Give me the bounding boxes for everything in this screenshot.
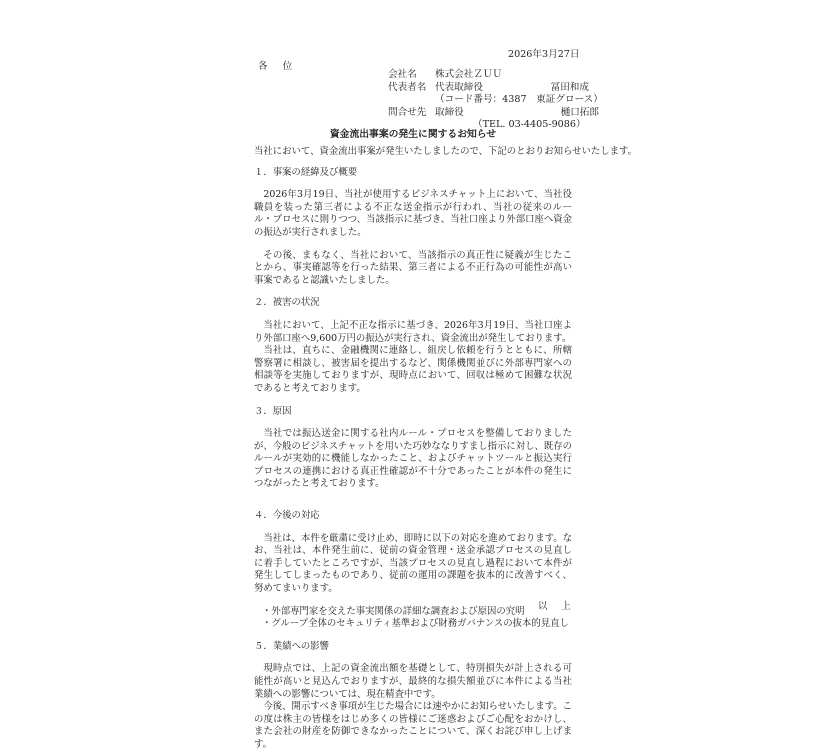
- document-title: 資金流出事案の発生に関するお知らせ: [329, 129, 497, 140]
- contact-name: 樋口拓郎: [560, 106, 599, 118]
- section-2-paragraph-1: 当社において、上記不正な指示に基づき、2026年3月19日、当社口座より外部口座へ9,600万円の振込が実行され、資金流出が発生しております。: [254, 319, 572, 344]
- section-4-paragraph-1: 当社は、本件を厳粛に受け止め、即時に以下の対応を進めております。なお、当社は、本件発生前に、従前の資金管理・送金承認プロセスの見直しに着手していたところですが、当該プロセスの見直し過程において本件が発生してしまったものであり、従前の運用の課題を抜本的に改善すべく、努めてまいります。: [254, 532, 572, 595]
- section-1-heading: １．事案の経緯及び概要: [254, 166, 358, 178]
- section-4-heading: ４．今後の対応: [254, 510, 320, 522]
- representative-label: 代表者名: [388, 81, 427, 93]
- representative-name: 冨田和成: [550, 81, 589, 93]
- tel-number: （TEL. 03-4405-9086）: [473, 119, 586, 130]
- representative-title: 代表取締役: [435, 81, 483, 93]
- contact-label: 問合せ先: [388, 106, 427, 118]
- stock-code: （コード番号：4387 東証グロース）: [435, 94, 603, 105]
- section-3-paragraph-1: 当社では振込送金に関する社内ルール・プロセスを整備しておりましたが、今般のビジネスチャットを用いた巧妙ななりすまし指示に対し、既存のルールが実効的に機能しなかったこと、およびチャットツールと振込実行プロセスの連携における真正性確認が不十分であったことが本件の発生につながったと考えております。: [254, 428, 573, 490]
- countermeasure-list: [254, 606, 572, 631]
- addressee: 各 位: [258, 61, 299, 72]
- document-body: [254, 146, 637, 752]
- section-3-heading: ３．原因: [254, 405, 292, 417]
- contact-title: 取締役: [435, 106, 464, 118]
- company-value: 株式会社ＺＵＵ: [435, 69, 503, 80]
- intro-text: 当社において、資金流出事案が発生いたしましたので、下記のとおりお知らせいたします。: [254, 146, 637, 157]
- company-label: 会社名: [388, 69, 417, 80]
- code-row: [388, 93, 603, 106]
- section-1-paragraph-2: その後、まもなく、当社において、当該指示の真正性に疑義が生じたことから、事実確認等を行った結果、第三者による不正行為の可能性が高い事案であると認識いたしました。: [254, 249, 572, 286]
- section-2-paragraph-2: 当社は、直ちに、金融機関に連絡し、組戻し依頼を行うとともに、所轄警察署に相談し、被害届を提出するなど、関係機関並びに外部専門家への相談等を実施しておりますが、現時点において、回収は極めて困難な状況であると考えております。: [254, 345, 572, 394]
- company-info-block: [388, 68, 603, 131]
- list-item: ・グループ全体のセキュリティ基準および財務ガバナンスの抜本的見直し: [262, 618, 569, 630]
- company-row: [388, 68, 603, 81]
- section-5-paragraph-1: 現時点では、上記の資金流出額を基礎として、特別損失が計上される可能性が高いと見込んでおりますが、最終的な損失額並びに本件による当社業績への影響については、現在精査中です。: [254, 663, 572, 700]
- section-2-heading: ２．被害の状況: [254, 297, 320, 309]
- section-1-paragraph-1: 2026年3月19日、当社が使用するビジネスチャット上において、当社役職員を装った第三者による不正な送金指示が行われ、当社の従来のルール・プロセスに則りつつ、当該指示に基づき、当社口座より外部口座へ資金の振込が実行されました。: [254, 189, 573, 238]
- contact-row: [388, 106, 603, 119]
- document-date: 2026年3月27日: [508, 49, 580, 60]
- list-item: ・外部専門家を交えた事実関係の詳細な調査および原因の究明: [262, 605, 525, 617]
- closing-mark: 以上: [538, 601, 585, 612]
- representative-row: [388, 81, 603, 94]
- section-5-heading: ５．業績への影響: [254, 640, 330, 652]
- section-5-paragraph-2: 今後、開示すべき事項が生じた場合には速やかにお知らせいたします。この度は株主の皆様をはじめ多くの皆様にご迷惑およびご心配をおかけし、また会社の財産を防御できなかったことについて、深くお詫び申し上げます。: [254, 701, 572, 750]
